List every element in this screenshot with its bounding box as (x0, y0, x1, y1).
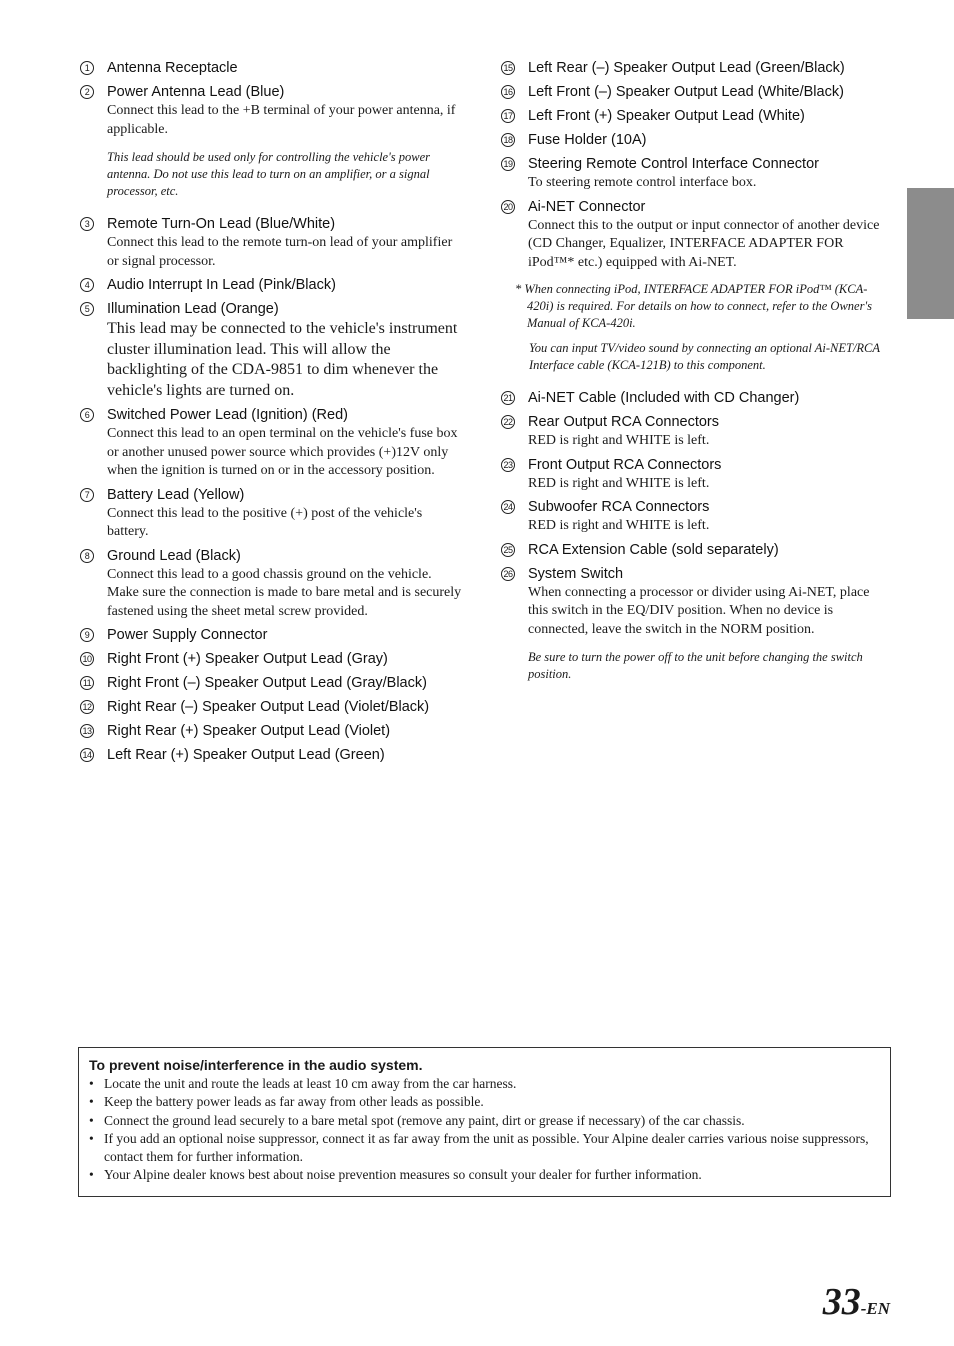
item-body (107, 58, 466, 78)
item-number-badge: 5 (80, 302, 94, 316)
lead-item (80, 697, 466, 717)
lead-item (80, 82, 466, 200)
item-title: Ai-NET Connector (528, 198, 646, 215)
item-number-badge: 23 (501, 458, 515, 472)
item-number-badge: 20 (501, 200, 515, 214)
item-number-badge: 17 (501, 109, 515, 123)
item-number-badge: 4 (80, 278, 94, 292)
item-body (107, 721, 466, 741)
item-title: Left Front (+) Speaker Output Lead (White) (528, 108, 805, 124)
item-title: Right Rear (–) Speaker Output Lead (Violet/Black) (107, 699, 430, 715)
item-description: To steering remote control interface box. (528, 175, 757, 190)
item-number-badge: 10 (80, 652, 94, 666)
item-title: Left Rear (+) Speaker Output Lead (Green) (107, 747, 385, 763)
item-number-badge: 12 (80, 700, 94, 714)
item-number-badge: 13 (80, 724, 94, 738)
item-title: System Switch (528, 565, 624, 582)
lead-item (501, 58, 893, 78)
noise-bullet: • If you add an optional noise suppressor, connect it as far away from the unit as possible. Your Alpine dealer carries various noise suppressors, contact them for further information. (89, 1130, 880, 1167)
item-body (107, 275, 466, 295)
item-description: RED is right and WHITE is left. (528, 433, 710, 448)
item-title: Remote Turn-On Lead (Blue/White) (107, 216, 336, 232)
lead-item (501, 82, 893, 102)
item-body (107, 673, 466, 693)
noise-bullet: • Connect the ground lead securely to a bare metal spot (remove any paint, dirt or grease if necessary) of the car chassis. (89, 1112, 880, 1130)
lead-item (80, 649, 466, 669)
lead-item (80, 721, 466, 741)
item-body (107, 745, 466, 765)
lead-item (501, 106, 893, 126)
item-title: Left Front (–) Speaker Output Lead (White/Black) (528, 84, 844, 100)
item-body (107, 405, 466, 481)
item-description: RED is right and WHITE is left. (528, 518, 710, 533)
lead-item (501, 130, 893, 150)
noise-prevention-box (78, 1047, 891, 1197)
item-title: Illumination Lead (Orange) (107, 301, 279, 317)
noise-bullet: • Keep the battery power leads as far away from other leads as possible. (89, 1093, 880, 1111)
item-body (528, 106, 893, 126)
page-number-value: 33 (822, 1281, 861, 1323)
item-number-badge: 7 (80, 488, 94, 502)
item-title: Ai-NET Cable (Included with CD Changer) (528, 390, 800, 406)
page-number (823, 1280, 890, 1324)
item-body (528, 540, 893, 560)
item-body (528, 82, 893, 102)
lead-item (501, 540, 893, 560)
item-title: Rear Output RCA Connectors (528, 414, 720, 430)
item-body (107, 214, 466, 271)
item-body (107, 546, 466, 622)
item-body (528, 412, 893, 451)
lead-item (80, 485, 466, 542)
item-title: Left Rear (–) Speaker Output Lead (Green/Black) (528, 60, 845, 76)
lead-item (80, 673, 466, 693)
noise-box-list (89, 1075, 880, 1185)
item-description: RED is right and WHITE is left. (528, 475, 710, 491)
item-title: Right Front (+) Speaker Output Lead (Gray) (107, 651, 388, 667)
lead-item (501, 412, 893, 451)
lead-item (501, 497, 893, 536)
item-title: Right Front (–) Speaker Output Lead (Gray/Black) (107, 675, 427, 691)
item-note: This lead should be used only for controlling the vehicle's power antenna. Do not use this lead to turn on an amplifier, or a signal processor, etc. (107, 150, 431, 198)
lead-item (501, 197, 893, 273)
item-body (107, 649, 466, 669)
item-number-badge: 15 (501, 61, 515, 75)
item-title: Front Output RCA Connectors (528, 456, 722, 473)
item-description: Connect this lead to an open terminal on the vehicle's fuse box or another unused power source which provides (+)12V only when the ignition is turned on or in the accessory position. (107, 426, 458, 478)
item-description: Connect this to the output or input connector of another device (CD Changer, Equalizer, INTERFACE ADAPTER FOR iPod™* etc.) equipped with Ai-NET. (528, 217, 880, 270)
item-number-badge: 22 (501, 415, 515, 429)
lead-item (501, 455, 893, 494)
footnote-note: You can input TV/video sound by connecting an optional Ai-NET/RCA Interface cable (KCA-121B) to this component. (529, 341, 880, 372)
item-number-badge: 25 (501, 543, 515, 557)
item-description: Connect this lead to the remote turn-on lead of your amplifier or signal processor. (107, 235, 453, 269)
lead-item (80, 625, 466, 645)
noise-bullet: • Your Alpine dealer knows best about noise prevention measures so consult your dealer for further information. (89, 1166, 880, 1184)
item-number-badge: 3 (80, 217, 94, 231)
item-description: Connect this lead to the +B terminal of your power antenna, if applicable. (107, 103, 456, 137)
section-tab (907, 188, 954, 319)
item-number-badge: 1 (80, 61, 94, 75)
item-description: Connect this lead to the positive (+) post of the vehicle's battery. (107, 505, 423, 539)
lead-item (501, 388, 893, 408)
item-number-badge: 6 (80, 408, 94, 422)
item-body (107, 625, 466, 645)
lead-item (80, 745, 466, 765)
item-title: Power Antenna Lead (Blue) (107, 84, 285, 100)
footnote: * When connecting iPod, INTERFACE ADAPTER FOR iPod™ (KCA-420i) is required. For details on how to connect, refer to the Owner's Manual of KCA-420i. (515, 282, 872, 330)
lead-item (501, 154, 893, 193)
item-number-badge: 9 (80, 628, 94, 642)
left-column (80, 58, 466, 765)
item-body (528, 455, 893, 494)
item-title: Power Supply Connector (107, 627, 268, 643)
item-title: Fuse Holder (10A) (528, 132, 647, 148)
item-title: RCA Extension Cable (sold separately) (528, 541, 779, 558)
item-body (528, 388, 893, 408)
item-number-badge: 8 (80, 549, 94, 563)
item-body (528, 58, 893, 78)
right-column (501, 58, 893, 683)
item-title: Ground Lead (Black) (107, 547, 241, 564)
item-number-badge: 2 (80, 85, 94, 99)
item-number-badge: 19 (501, 157, 515, 171)
item-description: When connecting a processor or divider using Ai-NET, place this switch in the EQ/DIV position. When no device is connected, leave the switch in the NORM position. (528, 584, 870, 637)
item-note: Be sure to turn the power off to the unit before changing the switch position. (528, 650, 863, 681)
item-description: This lead may be connected to the vehicle's instrument cluster illumination lead. This will allow the backlighting of the CDA-9851 to dim whenever the vehicle's lights are turned on. (107, 320, 458, 399)
lead-item (80, 405, 466, 481)
item-title: Audio Interrupt In Lead (Pink/Black) (107, 277, 336, 293)
item-body (107, 82, 466, 200)
item-body (107, 299, 466, 401)
item-title: Switched Power Lead (Ignition) (Red) (107, 407, 348, 423)
item-number-badge: 11 (80, 676, 94, 690)
lead-item (501, 564, 893, 684)
item-body (107, 697, 466, 717)
item-title: Battery Lead (Yellow) (107, 486, 245, 503)
item-description: Connect this lead to a good chassis ground on the vehicle. Make sure the connection is made to bare metal and is securely fastened using the sheet metal screw provided. (107, 566, 462, 619)
noise-box-title: To prevent noise/interference in the audio system. (89, 1057, 423, 1073)
item-title: Right Rear (+) Speaker Output Lead (Violet) (107, 723, 391, 739)
item-number-badge: 18 (501, 133, 515, 147)
lead-item (80, 214, 466, 271)
item-body (107, 485, 466, 542)
item-body (528, 130, 893, 150)
item-number-badge: 14 (80, 748, 94, 762)
noise-bullet: • Locate the unit and route the leads at least 10 cm away from the car harness. (89, 1075, 880, 1093)
item-number-badge: 26 (501, 567, 515, 581)
item-title: Antenna Receptacle (107, 60, 238, 76)
lead-item (80, 546, 466, 622)
item-body (528, 497, 893, 536)
item-body (528, 197, 893, 273)
lead-item (80, 299, 466, 401)
item-title: Subwoofer RCA Connectors (528, 499, 710, 515)
item-number-badge: 16 (501, 85, 515, 99)
item-title: Steering Remote Control Interface Connector (528, 156, 819, 172)
page-number-suffix: -EN (860, 1299, 890, 1318)
item-number-badge: 24 (501, 500, 515, 514)
item-body (528, 564, 893, 684)
item-body (528, 154, 893, 193)
lead-item (80, 58, 466, 78)
item-number-badge: 21 (501, 391, 515, 405)
lead-item (80, 275, 466, 295)
